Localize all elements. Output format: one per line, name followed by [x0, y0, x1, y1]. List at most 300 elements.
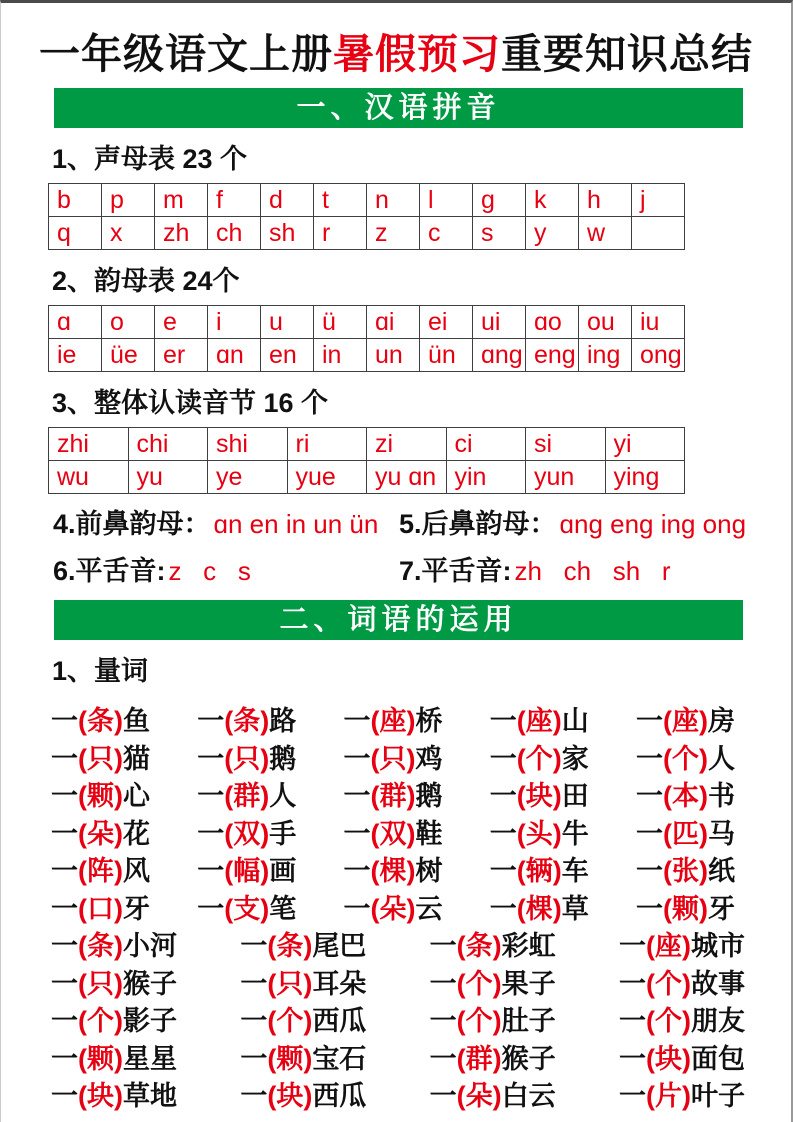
- measure-prefix: 一: [240, 1006, 268, 1037]
- measure-prefix: 一: [489, 893, 517, 924]
- measure-noun: 猴子: [501, 1043, 556, 1074]
- measure-word-item: [51, 812, 150, 851]
- measure-prefix: 一: [51, 931, 78, 962]
- pinyin-cell: ie: [49, 339, 102, 372]
- measure-classifier: (颗): [663, 893, 708, 924]
- section2-banner: 二、词语的运用: [54, 600, 743, 640]
- flat-tongue-line: [53, 549, 399, 588]
- page-content: [1, 88, 791, 1113]
- measure-word-row: [51, 850, 735, 888]
- measure-word-item: [51, 1074, 177, 1113]
- measure-word-item: [197, 812, 296, 851]
- measure-classifier: (幅): [224, 856, 270, 887]
- measure-noun: 家: [561, 743, 589, 774]
- pinyin-cell: f: [208, 184, 261, 217]
- pinyin-cell: w: [579, 217, 632, 250]
- measure-prefix: 一: [343, 818, 371, 849]
- measure-prefix: 一: [51, 781, 78, 812]
- measure-classifier: (条): [224, 706, 270, 737]
- measure-prefix: 一: [636, 706, 663, 737]
- measure-noun: 鞋: [415, 818, 443, 849]
- measure-prefix: 一: [636, 893, 663, 924]
- measure-word-item: [619, 999, 745, 1038]
- measure-prefix: 一: [618, 1006, 646, 1037]
- measure-classifier: (群): [224, 781, 270, 812]
- measure-word-row: [51, 925, 745, 963]
- measure-prefix: 一: [240, 1043, 268, 1074]
- measure-noun: 星星: [122, 1043, 177, 1074]
- measure-prefix: 一: [618, 931, 646, 962]
- measure-word-item: [490, 849, 589, 888]
- measure-word-item: [344, 774, 443, 813]
- measure-prefix: 一: [618, 968, 646, 999]
- front-nasal-value: ɑn en in un ün: [213, 509, 379, 539]
- measure-word-row: [51, 888, 735, 926]
- measure-word-item: [490, 699, 589, 738]
- pinyin-cell: zh: [155, 217, 208, 250]
- measure-classifier: (个): [645, 1006, 691, 1037]
- pinyin-cell: sh: [261, 217, 314, 250]
- measure-prefix: 一: [51, 1043, 78, 1074]
- pinyin-cell: m: [155, 184, 208, 217]
- measure-classifier: (座): [645, 931, 691, 962]
- measure-word-row: [51, 700, 735, 738]
- measure-prefix: 一: [343, 856, 371, 887]
- measure-noun: 鹅: [415, 781, 443, 812]
- measure-word-item: [51, 887, 150, 926]
- pinyin-cell: ɑng: [473, 339, 526, 372]
- measure-noun: 宝石: [312, 1043, 367, 1074]
- measure-word-row: [51, 813, 735, 851]
- measure-noun: 猴子: [122, 968, 177, 999]
- measure-classifier: (座): [663, 706, 708, 737]
- nasal-finals-row: [53, 502, 745, 541]
- measure-word-item: [240, 1037, 366, 1076]
- measure-prefix: 一: [197, 781, 225, 812]
- worksheet-page: [1, 21, 791, 1113]
- measure-prefix: 一: [197, 818, 225, 849]
- measure-word-row: [51, 1000, 745, 1038]
- pinyin-cell: zhi: [49, 428, 129, 461]
- flat-tongue-label: 6.平舌音:: [53, 556, 166, 586]
- measure-noun: 纸: [707, 856, 735, 887]
- measure-word-item: [51, 999, 177, 1038]
- retroflex-line: [399, 549, 671, 588]
- pinyin-cell: ɑo: [526, 306, 579, 339]
- pinyin-cell: p: [102, 184, 155, 217]
- measure-classifier: (个): [78, 1006, 123, 1037]
- pinyin-cell: s: [473, 217, 526, 250]
- measure-noun: 猫: [122, 743, 150, 774]
- measure-words-grid-5col: [51, 700, 735, 925]
- measure-word-item: [344, 699, 443, 738]
- measure-word-item: [51, 699, 150, 738]
- measure-classifier: (颗): [78, 781, 123, 812]
- measure-noun: 牛: [561, 818, 589, 849]
- pinyin-cell: yun: [526, 461, 606, 494]
- measure-classifier: (座): [370, 706, 416, 737]
- measure-noun: 树: [415, 856, 443, 887]
- pinyin-cell: yu ɑn: [367, 461, 447, 494]
- pinyin-cell: ing: [579, 339, 632, 372]
- measure-word-row: [51, 775, 735, 813]
- measure-classifier: (颗): [267, 1043, 313, 1074]
- measure-word-item: [636, 737, 735, 776]
- measure-noun: 心: [122, 781, 150, 812]
- back-nasal-label: 5.后鼻韵母：: [399, 509, 557, 539]
- measure-word-item: [240, 962, 366, 1001]
- measure-prefix: 一: [636, 743, 663, 774]
- measure-classifier: (块): [267, 1081, 313, 1112]
- measure-prefix: 一: [51, 968, 78, 999]
- measure-classifier: (颗): [78, 1043, 123, 1074]
- measure-prefix: 一: [51, 856, 78, 887]
- pinyin-cell: yue: [287, 461, 367, 494]
- pinyin-cell: üe: [102, 339, 155, 372]
- syllables-table: [48, 427, 685, 494]
- pinyin-cell: z: [367, 217, 420, 250]
- pinyin-cell: yu: [128, 461, 208, 494]
- measure-noun: 鹅: [269, 743, 297, 774]
- pinyin-cell: ɑ: [49, 306, 102, 339]
- retroflex-label: 7.平舌音:: [399, 556, 512, 586]
- measure-classifier: (条): [267, 931, 313, 962]
- pinyin-cell: i: [208, 306, 261, 339]
- measure-prefix: 一: [429, 1081, 457, 1112]
- pinyin-cell: ün: [420, 339, 473, 372]
- measure-word-item: [430, 1037, 556, 1076]
- pinyin-cell: un: [367, 339, 420, 372]
- measure-classifier: (朵): [370, 893, 416, 924]
- measure-classifier: (辆): [516, 856, 562, 887]
- measure-word-item: [490, 737, 589, 776]
- measure-noun: 叶子: [690, 1081, 745, 1112]
- measure-noun: 画: [269, 856, 297, 887]
- measure-classifier: (朵): [456, 1081, 502, 1112]
- measure-prefix: 一: [429, 1043, 457, 1074]
- measure-classifier: (头): [516, 818, 562, 849]
- pinyin-cell: ü: [314, 306, 367, 339]
- measure-word-item: [490, 812, 589, 851]
- pinyin-cell: chi: [128, 428, 208, 461]
- measure-word-item: [636, 699, 735, 738]
- measure-prefix: 一: [343, 781, 371, 812]
- measure-noun: 西瓜: [312, 1006, 367, 1037]
- measure-noun: 花: [122, 818, 150, 849]
- pinyin-cell: ye: [208, 461, 288, 494]
- measure-prefix: 一: [489, 743, 517, 774]
- pinyin-cell: t: [314, 184, 367, 217]
- pinyin-cell: e: [155, 306, 208, 339]
- measure-classifier: (块): [516, 781, 562, 812]
- measure-classifier: (群): [456, 1043, 502, 1074]
- flat-tongue-value: z c s: [168, 556, 251, 586]
- measure-prefix: 一: [197, 706, 225, 737]
- measure-classifier: (棵): [516, 893, 562, 924]
- measure-prefix: 一: [51, 706, 78, 737]
- measure-noun: 路: [269, 706, 297, 737]
- measure-classifier: (双): [224, 818, 270, 849]
- measure-classifier: (块): [78, 1081, 123, 1112]
- pinyin-cell: in: [314, 339, 367, 372]
- measure-noun: 尾巴: [312, 931, 367, 962]
- measure-noun: 牙: [122, 893, 150, 924]
- pinyin-table-row: [49, 184, 685, 217]
- measure-noun: 桥: [415, 706, 443, 737]
- measure-classifier: (张): [663, 856, 708, 887]
- initials-table: [48, 183, 685, 250]
- measure-noun: 田: [561, 781, 589, 812]
- measure-classifier: (只): [78, 743, 123, 774]
- pinyin-cell: d: [261, 184, 314, 217]
- measure-prefix: 一: [489, 856, 517, 887]
- measure-word-item: [636, 812, 735, 851]
- pinyin-cell: ch: [208, 217, 261, 250]
- pinyin-cell: l: [420, 184, 473, 217]
- front-nasal-line: [53, 502, 399, 541]
- measure-noun: 风: [122, 856, 150, 887]
- measure-prefix: 一: [51, 1081, 78, 1112]
- measure-word-item: [344, 849, 443, 888]
- measure-prefix: 一: [51, 818, 78, 849]
- measure-noun: 草地: [122, 1081, 177, 1112]
- measure-prefix: 一: [618, 1043, 646, 1074]
- measure-prefix: 一: [197, 893, 225, 924]
- measure-word-item: [197, 849, 296, 888]
- pinyin-cell: eng: [526, 339, 579, 372]
- measure-noun: 房: [707, 706, 735, 737]
- measure-classifier: (条): [78, 931, 123, 962]
- pinyin-cell: b: [49, 184, 102, 217]
- measure-prefix: 一: [618, 1081, 646, 1112]
- measure-word-item: [240, 1074, 366, 1113]
- measure-prefix: 一: [240, 1081, 268, 1112]
- title-highlight: 暑假预习: [333, 31, 501, 77]
- measure-classifier: (只): [267, 968, 313, 999]
- measure-classifier: (个): [663, 743, 708, 774]
- pinyin-cell: si: [526, 428, 606, 461]
- measure-noun: 书: [707, 781, 735, 812]
- page-title: [1, 21, 791, 80]
- pinyin-table-row: [49, 217, 685, 250]
- measure-word-item: [197, 737, 296, 776]
- measure-classifier: (只): [224, 743, 270, 774]
- measure-noun: 彩虹: [501, 931, 556, 962]
- measure-prefix: 一: [489, 818, 517, 849]
- measure-word-item: [430, 1074, 556, 1113]
- measure-word-item: [636, 849, 735, 888]
- measure-prefix: 一: [51, 893, 78, 924]
- measure-prefix: 一: [343, 706, 371, 737]
- measure-classifier: (匹): [663, 818, 708, 849]
- measure-noun: 云: [415, 893, 443, 924]
- pinyin-cell: ei: [420, 306, 473, 339]
- pinyin-cell: ying: [605, 461, 685, 494]
- pinyin-cell: [632, 217, 685, 250]
- measure-noun: 笔: [269, 893, 297, 924]
- measure-word-item: [51, 774, 150, 813]
- measure-classifier: (条): [456, 931, 502, 962]
- measure-word-item: [619, 1037, 745, 1076]
- measure-word-item: [430, 999, 556, 1038]
- measure-classifier: (朵): [78, 818, 123, 849]
- measure-word-item: [344, 737, 443, 776]
- measure-classifier: (口): [78, 893, 123, 924]
- measure-classifier: (个): [267, 1006, 313, 1037]
- finals-table: [48, 305, 685, 372]
- pinyin-cell: ci: [446, 428, 526, 461]
- pinyin-cell: x: [102, 217, 155, 250]
- pinyin-cell: j: [632, 184, 685, 217]
- pinyin-cell: h: [579, 184, 632, 217]
- measure-prefix: 一: [240, 968, 268, 999]
- measure-noun: 草: [561, 893, 589, 924]
- measure-noun: 肚子: [501, 1006, 556, 1037]
- pinyin-cell: ou: [579, 306, 632, 339]
- pinyin-cell: o: [102, 306, 155, 339]
- measure-word-item: [619, 1074, 745, 1113]
- measure-word-item: [197, 887, 296, 926]
- measure-word-item: [430, 924, 556, 963]
- measure-words-grid-4col: [51, 925, 745, 1113]
- measure-noun: 鱼: [122, 706, 150, 737]
- measure-noun: 手: [269, 818, 297, 849]
- measure-word-item: [619, 962, 745, 1001]
- measure-prefix: 一: [197, 856, 225, 887]
- pinyin-cell: ri: [287, 428, 367, 461]
- measure-word-item: [344, 812, 443, 851]
- measure-prefix: 一: [343, 893, 371, 924]
- measure-word-item: [51, 1037, 177, 1076]
- back-nasal-line: [399, 502, 746, 541]
- pinyin-cell: y: [526, 217, 579, 250]
- measure-noun: 面包: [690, 1043, 745, 1074]
- finals-heading: 2、韵母表 24个: [52, 266, 240, 296]
- measure-noun: 果子: [501, 968, 556, 999]
- measure-prefix: 一: [51, 1006, 78, 1037]
- tongue-sounds-row: [53, 549, 745, 588]
- measure-word-item: [197, 774, 296, 813]
- measure-noun: 马: [707, 818, 735, 849]
- syllables-heading: 3、整体认读音节 16 个: [52, 388, 329, 418]
- initials-heading: 1、声母表 23 个: [52, 144, 248, 174]
- measure-prefix: 一: [636, 818, 663, 849]
- measure-word-item: [490, 887, 589, 926]
- measure-noun: 白云: [501, 1081, 556, 1112]
- measure-prefix: 一: [197, 743, 225, 774]
- measure-word-item: [51, 737, 150, 776]
- measure-word-item: [51, 849, 150, 888]
- measure-classifier: (双): [370, 818, 416, 849]
- title-text-right: 重要知识总结: [501, 31, 753, 77]
- measure-noun: 人: [269, 781, 297, 812]
- measure-word-item: [344, 887, 443, 926]
- pinyin-cell: zi: [367, 428, 447, 461]
- pinyin-cell: shi: [208, 428, 288, 461]
- measure-prefix: 一: [240, 931, 268, 962]
- measure-words-heading: 1、量词: [52, 656, 149, 686]
- measure-word-item: [240, 924, 366, 963]
- measure-classifier: (片): [645, 1081, 691, 1112]
- pinyin-table-row: [49, 461, 685, 494]
- pinyin-cell: k: [526, 184, 579, 217]
- measure-classifier: (只): [370, 743, 416, 774]
- pinyin-cell: q: [49, 217, 102, 250]
- measure-classifier: (群): [370, 781, 416, 812]
- measure-noun: 西瓜: [312, 1081, 367, 1112]
- pinyin-cell: u: [261, 306, 314, 339]
- title-text-left: 一年级语文上册: [39, 31, 333, 77]
- pinyin-cell: ui: [473, 306, 526, 339]
- measure-prefix: 一: [429, 968, 457, 999]
- measure-prefix: 一: [489, 706, 517, 737]
- pinyin-cell: g: [473, 184, 526, 217]
- measure-classifier: (支): [224, 893, 270, 924]
- measure-noun: 鸡: [415, 743, 443, 774]
- measure-word-row: [51, 738, 735, 776]
- retroflex-value: zh ch sh r: [514, 556, 671, 586]
- section1-banner: 一、汉语拼音: [54, 88, 743, 128]
- measure-classifier: (个): [456, 968, 502, 999]
- pinyin-cell: en: [261, 339, 314, 372]
- pinyin-cell: iu: [632, 306, 685, 339]
- pinyin-table-row: [49, 428, 685, 461]
- measure-prefix: 一: [51, 743, 78, 774]
- pinyin-cell: ɑn: [208, 339, 261, 372]
- measure-prefix: 一: [429, 1006, 457, 1037]
- front-nasal-label: 4.前鼻韵母：: [53, 509, 211, 539]
- measure-classifier: (座): [516, 706, 562, 737]
- pinyin-cell: c: [420, 217, 473, 250]
- measure-classifier: (个): [516, 743, 562, 774]
- measure-word-row: [51, 963, 745, 1001]
- pinyin-cell: er: [155, 339, 208, 372]
- pinyin-cell: ong: [632, 339, 685, 372]
- measure-noun: 车: [561, 856, 589, 887]
- measure-noun: 城市: [690, 931, 745, 962]
- back-nasal-value: ɑng eng ing ong: [559, 509, 747, 539]
- measure-prefix: 一: [489, 781, 517, 812]
- measure-noun: 小河: [122, 931, 177, 962]
- pinyin-cell: ɑi: [367, 306, 420, 339]
- measure-word-item: [636, 887, 735, 926]
- measure-word-item: [490, 774, 589, 813]
- measure-noun: 朋友: [690, 1006, 745, 1037]
- pinyin-table-row: [49, 339, 685, 372]
- measure-noun: 人: [707, 743, 735, 774]
- measure-classifier: (个): [645, 968, 691, 999]
- measure-word-item: [51, 962, 177, 1001]
- measure-classifier: (个): [456, 1006, 502, 1037]
- measure-prefix: 一: [636, 856, 663, 887]
- measure-noun: 影子: [122, 1006, 177, 1037]
- measure-noun: 故事: [690, 968, 745, 999]
- measure-classifier: (只): [78, 968, 123, 999]
- measure-word-item: [240, 999, 366, 1038]
- measure-classifier: (棵): [370, 856, 416, 887]
- measure-prefix: 一: [429, 931, 457, 962]
- measure-word-row: [51, 1075, 745, 1113]
- pinyin-cell: yi: [605, 428, 685, 461]
- measure-word-item: [619, 924, 745, 963]
- measure-noun: 耳朵: [312, 968, 367, 999]
- measure-word-item: [636, 774, 735, 813]
- measure-word-row: [51, 1038, 745, 1076]
- measure-classifier: (块): [645, 1043, 691, 1074]
- pinyin-cell: n: [367, 184, 420, 217]
- pinyin-table-row: [49, 306, 685, 339]
- measure-word-item: [197, 699, 296, 738]
